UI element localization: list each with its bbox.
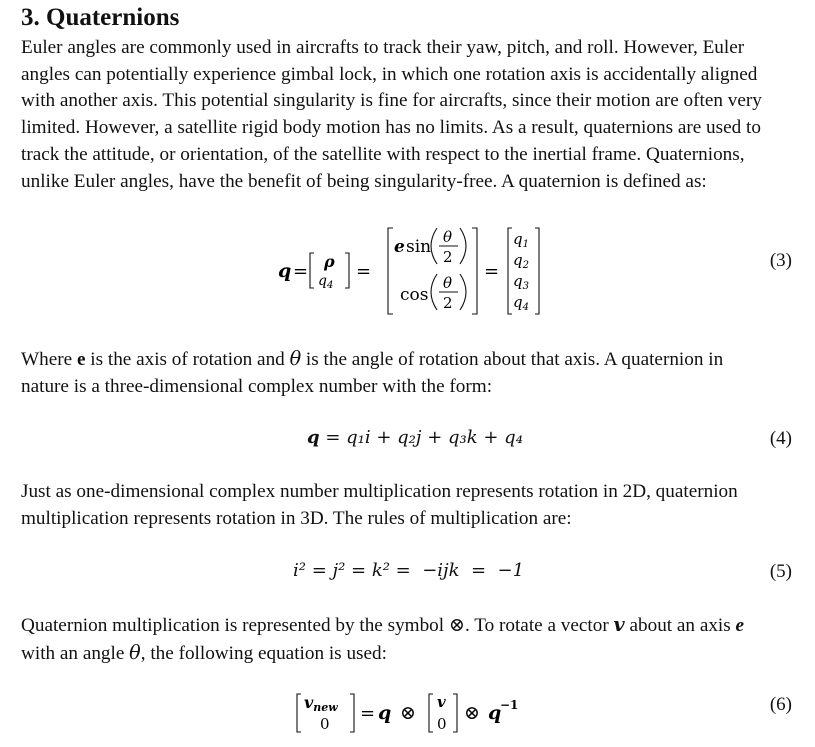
- eq3-two-bottom: 2: [443, 294, 453, 312]
- section-heading: 3. Quaternions: [21, 4, 180, 31]
- paragraph-line: track the attitude, or orientation, of the satellite with respect to the inertial frame. Quaternions,: [21, 143, 745, 165]
- eq4-rest: = q₁i + q₂j + q₃k + q₄: [325, 427, 523, 448]
- eq3-two-top: 2: [443, 248, 453, 266]
- paragraph-line: unlike Euler angles, have the benefit of being singularity-free. A quaternion is defined as:: [21, 170, 707, 192]
- eq3-q4-sub: 4: [326, 280, 334, 291]
- paragraph-line: [21, 612, 806, 640]
- paragraph-line: limited. However, a satellite rigid body motion has no limits. As a result, quaternions are used to: [21, 117, 761, 139]
- p2-text-a: Where: [21, 349, 77, 370]
- p4-v-symbol: v: [613, 613, 625, 636]
- eq6-otimes-2: ⊗: [464, 702, 480, 724]
- paragraph-line: [21, 640, 806, 668]
- paragraph-line: [21, 346, 806, 374]
- eq3-q3-base: q: [513, 272, 523, 290]
- p2-text-c: is the angle of rotation about that axis. A quaternion in: [301, 349, 724, 370]
- eq4-q: q: [307, 427, 320, 448]
- eq3-q4: [318, 273, 333, 291]
- eq6-otimes-1: ⊗: [400, 702, 416, 724]
- eq6-zero-left: 0: [320, 715, 330, 733]
- equation-6: [296, 688, 536, 740]
- eq6-equals: =: [360, 703, 376, 724]
- eq3-sin: sin: [406, 237, 432, 257]
- eq3-equals-2: =: [356, 261, 372, 282]
- eq6-v-new-sub: new: [313, 701, 338, 714]
- paragraph-line: with another axis. This potential singularity is fine for aircrafts, since their motion are often very: [21, 90, 762, 112]
- eq3-q1-sub: 1: [522, 239, 529, 250]
- eq6-q: q: [378, 702, 392, 724]
- eq3-cos: cos: [400, 285, 429, 305]
- equation-5: i² = j² = k² = −ijk = −1: [293, 560, 525, 581]
- eq3-q3: [513, 272, 529, 292]
- eq3-q2-sub: 2: [522, 260, 529, 271]
- paragraph-multiplication: [21, 479, 806, 532]
- eq3-q: q: [278, 260, 292, 282]
- p4-text-c: with an angle: [21, 642, 130, 664]
- eq3-q2: [513, 251, 529, 271]
- eq3-q1: [513, 230, 529, 250]
- equation-3: [270, 222, 560, 320]
- eq3-equals-1: =: [293, 261, 309, 282]
- paragraph-line: nature is a three-dimensional complex number with the form:: [21, 375, 493, 397]
- paragraph-rotation: [21, 612, 806, 667]
- p2-text-b: is the axis of rotation and: [85, 349, 290, 370]
- p4-text-d: , the following equation is used:: [140, 642, 387, 664]
- equation-number-3: (3): [769, 250, 792, 271]
- p4-e-symbol: e: [735, 615, 745, 636]
- equation-4: [307, 427, 523, 448]
- eq6-v-new: [304, 693, 338, 714]
- eq6-v: v: [437, 693, 446, 711]
- paragraph-line: Euler angles are commonly used in aircrafts to track their yaw, pitch, and roll. However, Euler: [21, 37, 745, 58]
- eq3-q4-vec-sub: 4: [522, 302, 529, 313]
- eq6-q-inverse: q: [488, 702, 502, 724]
- equation-number-4: (4): [769, 428, 792, 449]
- eq6-zero-right: 0: [437, 715, 447, 733]
- equation-number-6: (6): [769, 694, 792, 715]
- equation-number-5: (5): [769, 561, 792, 582]
- eq3-theta-bottom: θ: [443, 274, 453, 292]
- eq3-theta-top: θ: [443, 228, 453, 246]
- paragraph-line: angles can potentially experience gimbal lock, in which one rotation axis is accidentally aligned: [21, 63, 758, 85]
- eq6-v-new-base: v: [304, 693, 314, 712]
- eq3-q2-base: q: [513, 251, 523, 269]
- p2-e-symbol: e: [76, 349, 86, 370]
- eq3-q4-vec-base: q: [513, 293, 523, 311]
- paragraph-axis: [21, 346, 806, 400]
- paragraph-line: multiplication represents rotation in 3D. The rules of multiplication are:: [21, 507, 572, 529]
- paragraph-line: Just as one-dimensional complex number multiplication represents rotation in 2D, quaternion: [21, 481, 738, 502]
- paragraph-intro: [21, 35, 806, 195]
- p4-text-a: Quaternion multiplication is represented by the symbol ⊗. To rotate a vector: [21, 615, 614, 636]
- p4-text-b: about an axis: [624, 615, 736, 636]
- eq3-equals-3: =: [484, 261, 500, 282]
- eq3-q3-sub: 3: [522, 281, 529, 292]
- eq3-q4-base: q: [318, 273, 327, 289]
- eq3-q4-vec: [513, 293, 529, 313]
- eq3-rho: ρ: [324, 252, 335, 271]
- eq3-q1-base: q: [513, 230, 523, 248]
- p2-theta-symbol: θ: [289, 347, 302, 370]
- p4-theta-symbol: θ: [129, 640, 141, 664]
- eq3-e: e: [394, 237, 405, 257]
- eq6-inverse-exponent: −1: [500, 698, 519, 712]
